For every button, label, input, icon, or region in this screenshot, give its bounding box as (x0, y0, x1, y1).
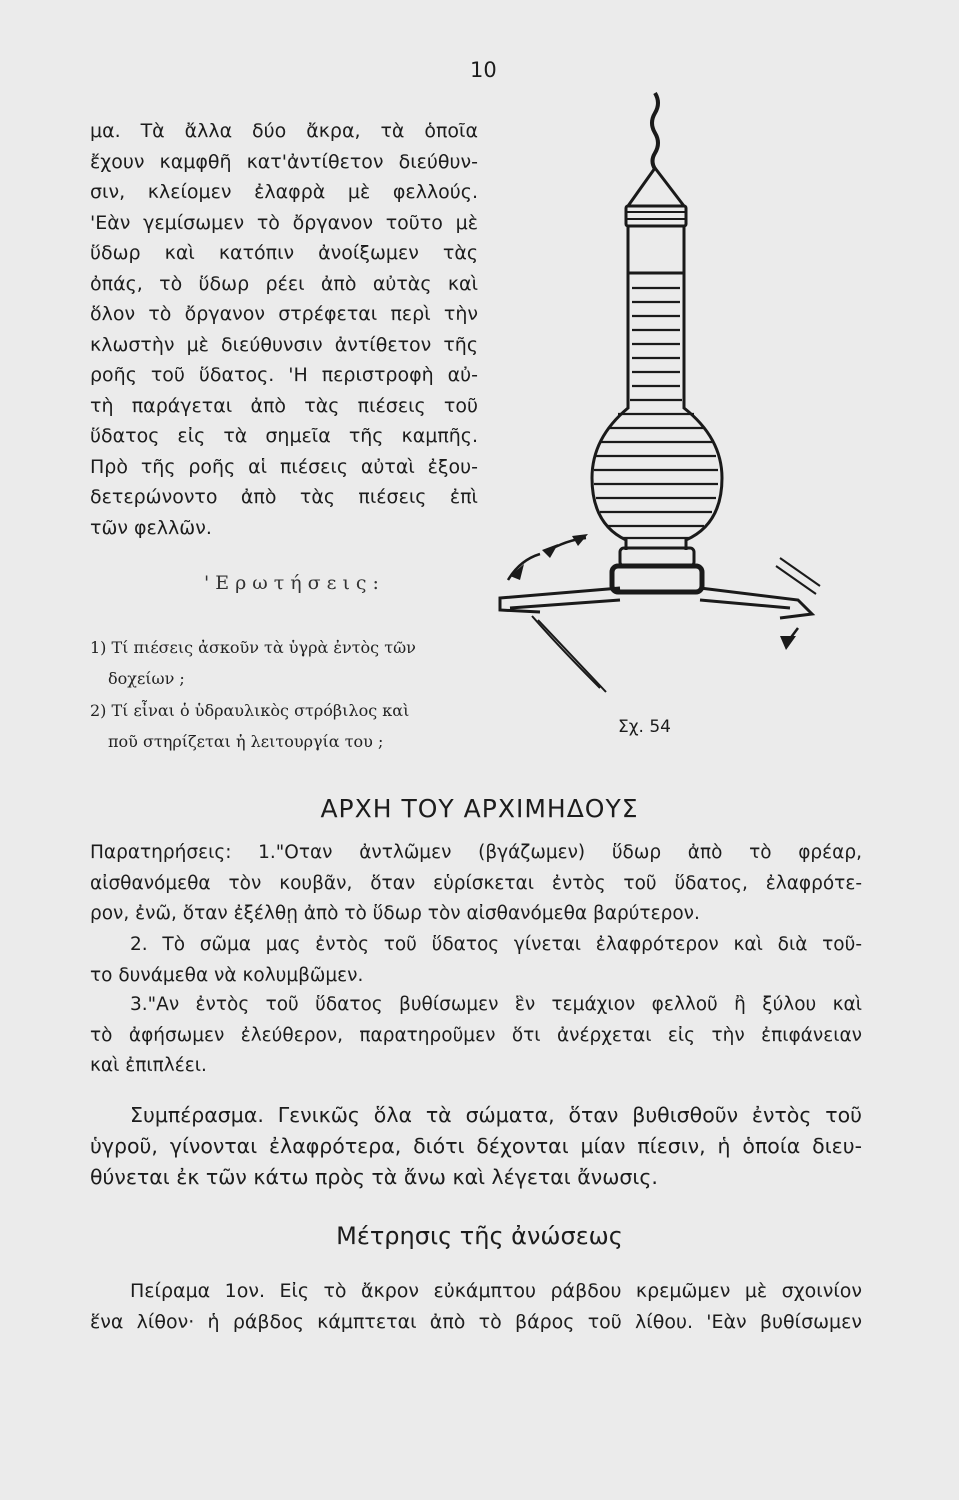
text-line: ὑγροῦ, γίνονται ἐλαφρότερα, διότι δέχονται μίαν πίεσιν, ἡ ὁποία διευ- (90, 1134, 862, 1158)
water-jets (532, 558, 820, 692)
subsection-title: Μέτρησις τῆς ἀνώσεως (336, 1222, 623, 1250)
text-line: ὕδωρ καὶ κατόπιν ἀνοίξωμεν τὰς (90, 242, 478, 264)
question-line: δοχείων ; (108, 669, 185, 688)
flask-collar (626, 206, 686, 226)
flask-outline (592, 226, 722, 550)
text-line: καὶ ἐπιπλέει. (90, 1055, 207, 1076)
text-line: κλωστὴν μὲ διεύθυνσιν ἀντίθετον τῆς (90, 333, 478, 356)
text-line: ροῆς τοῦ ὕδατος. 'Η περιστροφὴ αὐ- (90, 364, 478, 386)
question-line: ποῦ στηρίζεται ἡ λειτουργία του ; (108, 732, 384, 751)
text-line: τὴ παράγεται ἀπὸ τὰς πιέσεις τοῦ (90, 394, 478, 417)
text-line: Παρατηρήσεις: 1."Οταν ἀντλῶμεν (βγάζωμεν) ὕδωρ ἀπὸ τὸ φρέαρ, (90, 842, 862, 863)
text-line: ὅλον τὸ ὄργανον στρέφεται περὶ τὴν (90, 303, 478, 325)
left-bent-tube (500, 588, 620, 612)
question-line: 1) Τί πιέσεις ἀσκοῦν τὰ ὑγρὰ ἐντὸς τῶν (90, 638, 416, 657)
page-number: 10 (470, 58, 497, 82)
left-column-text (90, 116, 478, 543)
text-line: Πρὸ τῆς ροῆς αἱ πιέσεις αὐταὶ ἐξου- (90, 455, 478, 478)
text-line: ἔχουν καμφθῆ κατ'ἀντίθετον διεύθυν- (90, 150, 478, 173)
flask-base (620, 548, 694, 566)
conclusion (90, 1100, 862, 1193)
text-line: ἕνα λίθον· ἡ ράβδος κάμπτεται ἀπὸ τὸ βάρος τοῦ λίθου. 'Εὰν βυθίσωμεν (90, 1311, 862, 1333)
text-line: σιν, κλείομεν ἐλαφρὰ μὲ φελλούς. (90, 181, 478, 203)
figure-caption: Σχ. 54 (618, 717, 672, 737)
text-line: τῶν φελλῶν. (90, 516, 212, 539)
question-line: 2) Τί εἶναι ὁ ὑδραυλικὸς στρόβιλος καὶ (90, 701, 410, 720)
observation-1 (90, 838, 862, 930)
text-line: Συμπέρασμα. Γενικῶς ὅλα τὰ σώματα, ὅταν βυθισθοῦν ἐντὸς τοῦ (130, 1103, 862, 1127)
experiment-paragraph (90, 1276, 862, 1338)
text-line: 'Εὰν γεμίσωμεν τὸ ὄργανον τοῦτο μὲ (90, 211, 478, 234)
text-line: τὸ ἀφήσωμεν ἐλεύθερον, παρατηροῦμεν ὅτι ἀνέρχεται εἰς τὴν ἐπιφάνειαν (90, 1024, 862, 1046)
text-line: Πείραμα 1ον. Εἰς τὸ ἄκρον εὐκάμπτου ράβδου κρεμῶμεν μὲ σχοινίον (130, 1280, 862, 1302)
text-line: ρον, ἐνῶ, ὅταν ἐξέλθῃ ἀπὸ τὸ ὕδωρ τὸν αἰσθανόμεθα βαρύτερον. (90, 903, 700, 924)
section-title: ΑΡΧΗ ΤΟΥ ΑΡΧΙΜΗΔΟΥΣ (320, 794, 639, 823)
figure-hydraulic-turbine (480, 88, 850, 708)
text-line: μα. Τὰ ἄλλα δύο ἄκρα, τὰ ὁποῖα (90, 120, 478, 142)
observation-3 (90, 990, 862, 1082)
text-line: δετερώνοντο ἀπὸ τὰς πιέσεις ἐπὶ (90, 486, 478, 508)
text-line: θύνεται ἐκ τῶν κάτω πρὸς τὰ ἄνω καὶ λέγεται ἄνωσις. (90, 1165, 658, 1189)
text-line: αἰσθανόμεθα τὸν κουβᾶν, ὅταν εὑρίσκεται ἐντὸς τοῦ ὕδατος, ἐλαφρότε- (90, 872, 862, 894)
questions-title: 'Ερωτήσεις: (204, 572, 385, 594)
text-line: 3."Αν ἐντὸς τοῦ ὕδατος βυθίσωμεν ἓν τεμάχιον φελλοῦ ἢ ξύλου καὶ (130, 994, 862, 1015)
text-line: το δυνάμεθα νὰ κολυμβῶμεν. (90, 964, 364, 986)
text-line: 2. Τὸ σῶμα μας ἐντὸς τοῦ ὕδατος γίνεται ἐλαφρότερον καὶ διὰ τοῦ- (130, 934, 862, 955)
right-bent-tube (700, 588, 812, 618)
observation-2 (90, 930, 862, 991)
question-1 (90, 632, 510, 694)
flask-stand (612, 566, 702, 592)
hanger-loop (628, 168, 684, 206)
string (652, 93, 658, 169)
text-line: ὀπάς, τὸ ὕδωρ ρέει ἀπὸ αὐτὰς καὶ (90, 272, 478, 295)
text-line: ὕδατος εἰς τὰ σημεῖα τῆς καμπῆς. (90, 425, 478, 447)
question-2 (90, 695, 510, 757)
water-hatching (594, 288, 718, 538)
